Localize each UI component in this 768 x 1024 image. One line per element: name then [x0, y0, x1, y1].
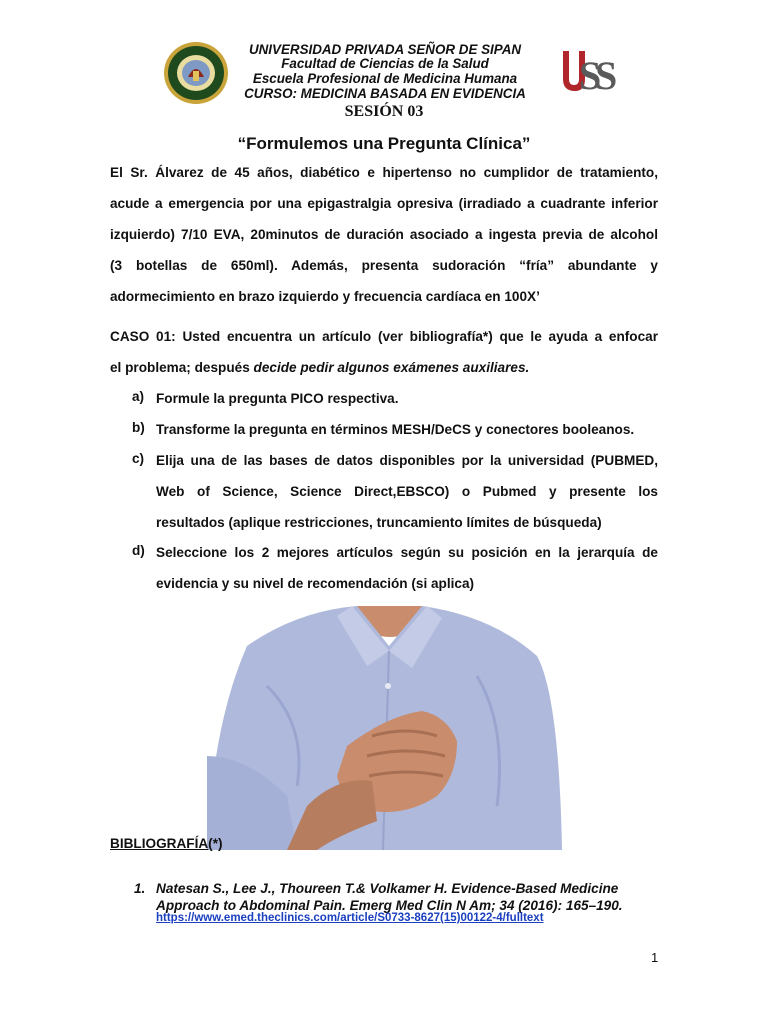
session-number: SESIÓN 03 — [344, 103, 424, 120]
bibliography-line: Approach to Abdominal Pain. Emerg Med Clin N Am; 34 (2016): 165–190. — [156, 898, 623, 913]
task-label: a) — [132, 389, 145, 404]
task-text: Transforme la pregunta en términos MESH/DeCS y conectores booleanos. — [156, 422, 635, 437]
bibliography-line: Natesan S., Lee J., Thoureen T.& Volkamer H. Evidence-Based Medicine — [156, 881, 619, 896]
case-line: izquierdo) 7/10 EVA, 20minutos de duración asociado a ingesta previa de alcohol — [110, 227, 658, 242]
task-text: Web of Science, Science Direct,EBSCO) o Pubmed y presente los — [156, 484, 658, 499]
case-line: acude a emergencia por una epigastralgia opresiva (irradiado a cuadrante inferior — [110, 196, 658, 211]
university-seal — [163, 41, 229, 105]
course-name: CURSO: MEDICINA BASADA EN EVIDENCIA — [244, 86, 526, 101]
faculty-name: Facultad de Ciencias de la Salud — [281, 56, 489, 71]
school-name: Escuela Profesional de Medicina Humana — [252, 71, 518, 86]
caso-paragraph — [110, 327, 658, 389]
caso-italic: decide pedir algunos exámenes auxiliares. — [253, 360, 530, 375]
task-label: d) — [132, 543, 145, 558]
caso-line: CASO 01: Usted encuentra un artículo (ver bibliografía*) que le ayuda a enfocar — [110, 329, 658, 344]
university-name: UNIVERSIDAD PRIVADA SEÑOR DE SIPAN — [248, 42, 522, 57]
bibliography-number: 1. — [134, 881, 146, 896]
task-text: resultados (aplique restricciones, truncamiento límites de búsqueda) — [156, 515, 602, 530]
task-text: Seleccione los 2 mejores artículos según su posición en la jerarquía de — [156, 545, 658, 560]
task-label: b) — [132, 420, 145, 435]
case-line: adormecimiento en brazo izquierdo y frecuencia cardíaca en 100X’ — [110, 289, 540, 304]
task-text: evidencia y su nivel de recomendación (si aplica) — [156, 576, 475, 591]
task-label: c) — [132, 451, 145, 466]
svg-text:S: S — [595, 53, 618, 98]
case-paragraph — [110, 163, 658, 318]
page-title: “Formulemos una Pregunta Clínica” — [237, 134, 531, 153]
task-text: Elija una de las bases de datos disponibles por la universidad (PUBMED, — [156, 453, 658, 468]
bibliography-link[interactable]: https://www.emed.theclinics.com/article/S0733-8627(15)00122-4/fulltext — [156, 912, 544, 924]
caso-line: el problema; después decide pedir algunos exámenes auxiliares. — [110, 360, 530, 375]
case-line: El Sr. Álvarez de 45 años, diabético e hipertenso no cumplidor de tratamiento, — [110, 165, 658, 180]
case-line: (3 botellas de 650ml). Además, presenta sudoración “fría” abundante y — [110, 258, 658, 273]
bibliography-heading: BIBLIOGRAFÍA(*) — [110, 836, 223, 851]
task-text: Formule la pregunta PICO respectiva. — [156, 391, 399, 406]
chest-pain-photo — [207, 606, 566, 850]
svg-text:S: S — [579, 53, 602, 98]
uss-logo — [557, 45, 619, 99]
page-number: 1 — [651, 950, 659, 965]
